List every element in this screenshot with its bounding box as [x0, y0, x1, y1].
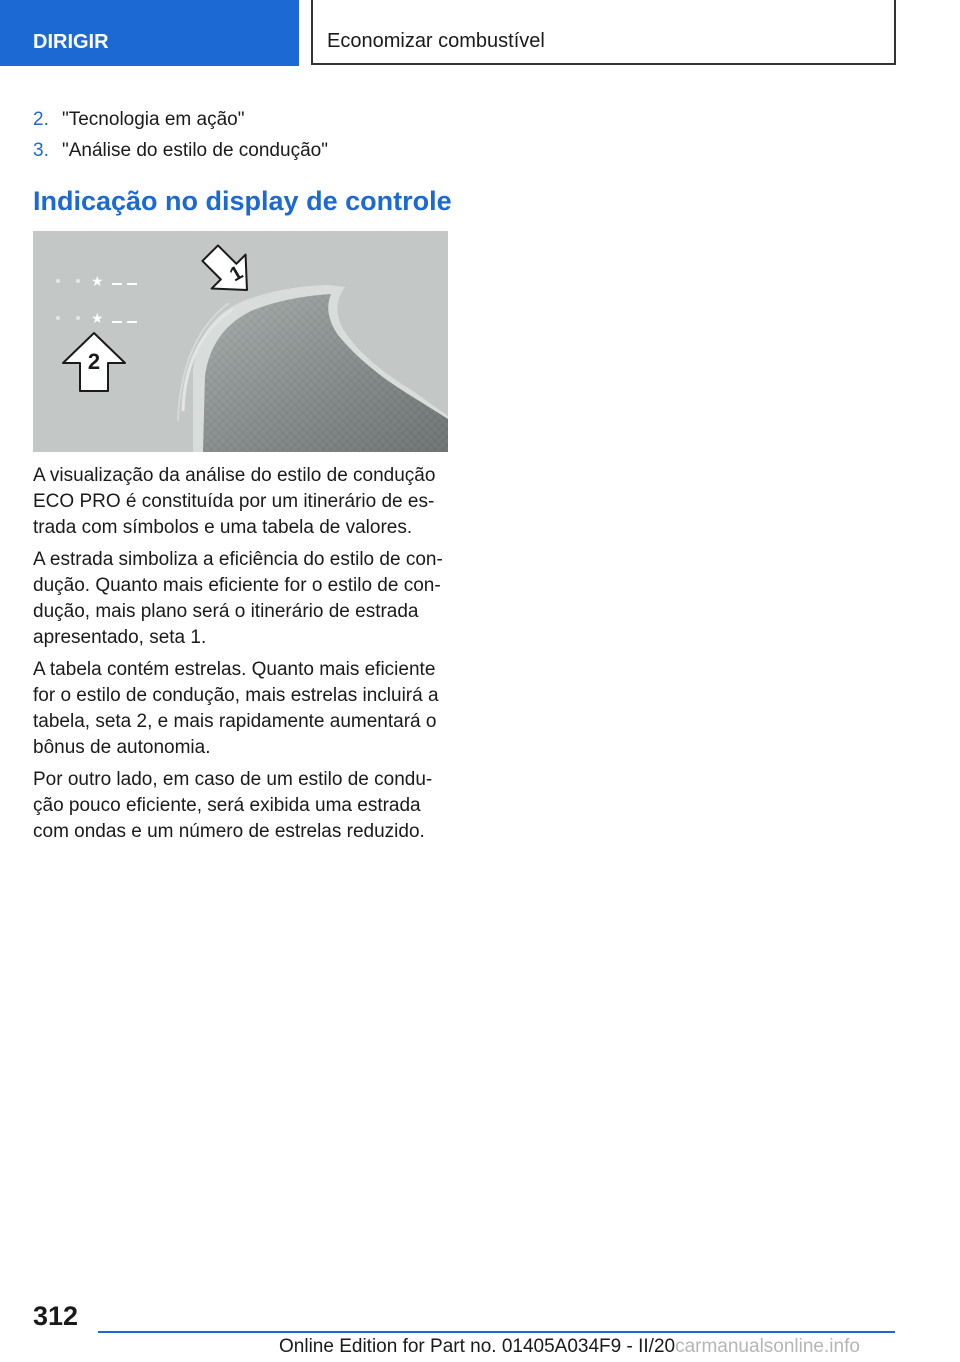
page-number: 312: [33, 1301, 79, 1331]
edition-text: Online Edition for Part no. 01405A034F9 - II/20: [279, 1336, 676, 1357]
paragraph: A tabela contém estrelas. Quanto mais eficiente for o estilo de condução, mais estrelas incluirá a tabela, seta 2, e mais rapidamente aumentará o bônus de autonomia.: [33, 659, 439, 758]
list-item-number: 2.: [33, 109, 49, 130]
watermark-text: carmanualsonline.info: [675, 1336, 860, 1357]
arrow-1-label: 1: [226, 261, 247, 287]
list-item: [33, 135, 453, 166]
list-item: [33, 104, 453, 135]
body-text: [33, 463, 453, 851]
footer-divider: [98, 1331, 895, 1333]
section-title: Indicação no display de controle: [33, 186, 452, 216]
svg-text:★: ★: [91, 311, 104, 327]
numbered-list: [33, 104, 453, 166]
header-section-tab: [0, 0, 299, 66]
paragraph: Por outro lado, em caso de um estilo de condu‐ ção pouco eficiente, será exibida uma estrada com ondas e um número de estrelas reduzido.: [33, 769, 433, 842]
svg-text:★: ★: [91, 274, 104, 290]
list-item-text: "Tecnologia em ação": [62, 109, 245, 130]
footer-edition: [279, 1334, 860, 1360]
arrow-2-label: 2: [87, 349, 101, 374]
paragraph: A estrada simboliza a eficiência do estilo de con‐ dução. Quanto mais eficiente for o estilo de con‐ dução, mais plano será o itinerário de estrada apresentado, seta 1.: [33, 549, 443, 648]
chapter-label: Economizar combustível: [327, 30, 545, 52]
header-chapter-tab: [311, 0, 896, 65]
list-item-text: "Análise do estilo de condução": [62, 140, 328, 161]
paragraph: A visualização da análise do estilo de condução ECO PRO é constituída por um itinerário de es‐ trada com símbolos e uma tabela de valores.: [33, 465, 436, 538]
section-label: DIRIGIR: [33, 31, 109, 53]
eco-pro-display-figure: [33, 231, 448, 452]
list-item-number: 3.: [33, 140, 49, 161]
